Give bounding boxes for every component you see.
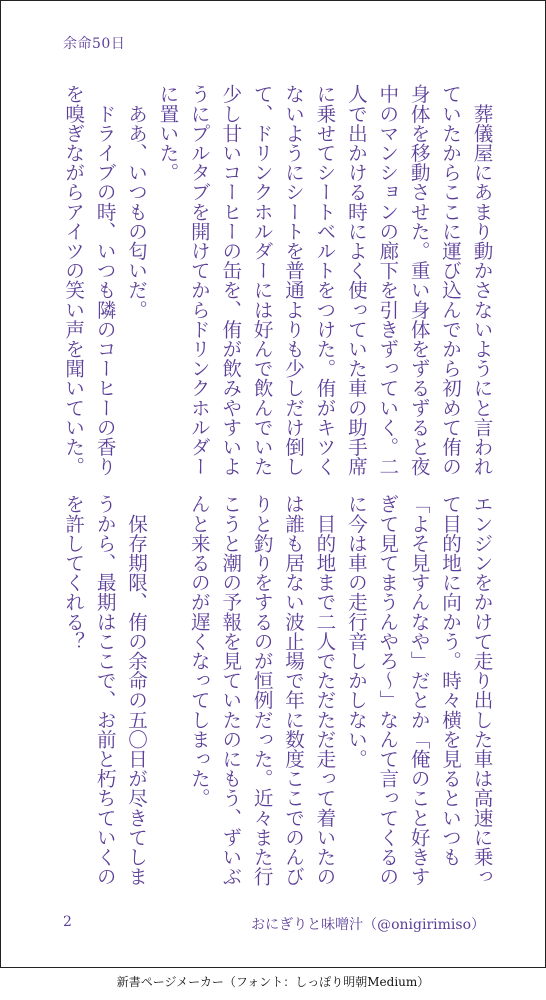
- text-column: を許してくれる？: [61, 494, 85, 651]
- text-column: うから、最期はここで、お前と朽ちていくの: [93, 494, 117, 886]
- text-column: て、ドリンクホルダーには好んで飲んでいた: [250, 84, 274, 476]
- text-column: こうと潮の予報を見ていたのにもう、ずいぶ: [218, 494, 242, 886]
- page-header-title: 余命50日: [63, 36, 126, 52]
- text-column: 中のマンションの廊下を引きずっていく。二: [375, 84, 399, 476]
- body-text-top: [59, 84, 497, 484]
- text-column: ないようにシートを普通よりも少しだけ倒し: [281, 84, 305, 476]
- generator-caption: 新書ページメーカー（フォント：しっぽり明朝Medium）: [116, 975, 430, 989]
- body-text-bottom: [59, 494, 497, 894]
- text-column: は誰も居ない波止場で年に数度ここでのんび: [281, 494, 305, 886]
- text-column: 身体を移動させた。重い身体をずるずると夜: [407, 84, 431, 476]
- text-column: エンジンをかけて走り出した車は高速に乗っ: [470, 494, 493, 886]
- text-column: ああ、いつもの匂いだ。: [124, 84, 148, 320]
- text-column: に乗せてシートベルトをつけた。侑がキツく: [312, 84, 336, 476]
- text-column: に置いた。: [155, 84, 179, 182]
- text-column: 葬儀屋にあまり動かさないようにと言われ: [470, 84, 493, 476]
- text-column: 「よそ見すんなや」だとか「俺のこと好きす: [407, 494, 431, 886]
- text-column: んと来るのが遅くなってしまった。: [187, 494, 211, 808]
- text-column: て目的地に向かう。時々横を見るといつも: [438, 494, 462, 867]
- text-column: りと釣りをするのが恒例だった。近々また行: [250, 494, 274, 886]
- text-column: に今は車の走行音しかしない。: [344, 494, 368, 769]
- text-column: ていたからここに運び込んでから初めて侑の: [438, 84, 462, 476]
- text-column: を嗅ぎながらアイツの笑い声を聞いていた。: [61, 84, 85, 476]
- text-column: ぎて見てまうんやろ～」なんて言ってくるの: [375, 494, 399, 886]
- text-column-blank: [152, 494, 183, 894]
- text-column: うにプルタブを開けてからドリンクホルダー: [187, 84, 211, 476]
- text-column: 少し甘いコーヒーの缶を、侑が飲みやすいよ: [218, 84, 242, 476]
- page-number: 2: [63, 914, 72, 930]
- text-column: ドライブの時、いつも隣のコーヒーの香り: [93, 84, 117, 476]
- text-column: 目的地まで二人でただただ走って着いたの: [312, 494, 336, 886]
- author-credit: おにぎりと味噌汁（@onigirimiso）: [251, 917, 485, 933]
- text-column: 人で出かける時によく使っていた車の助手席: [344, 84, 368, 476]
- text-column: 保存期限、侑の余命の五〇日が尽きてしま: [124, 494, 148, 886]
